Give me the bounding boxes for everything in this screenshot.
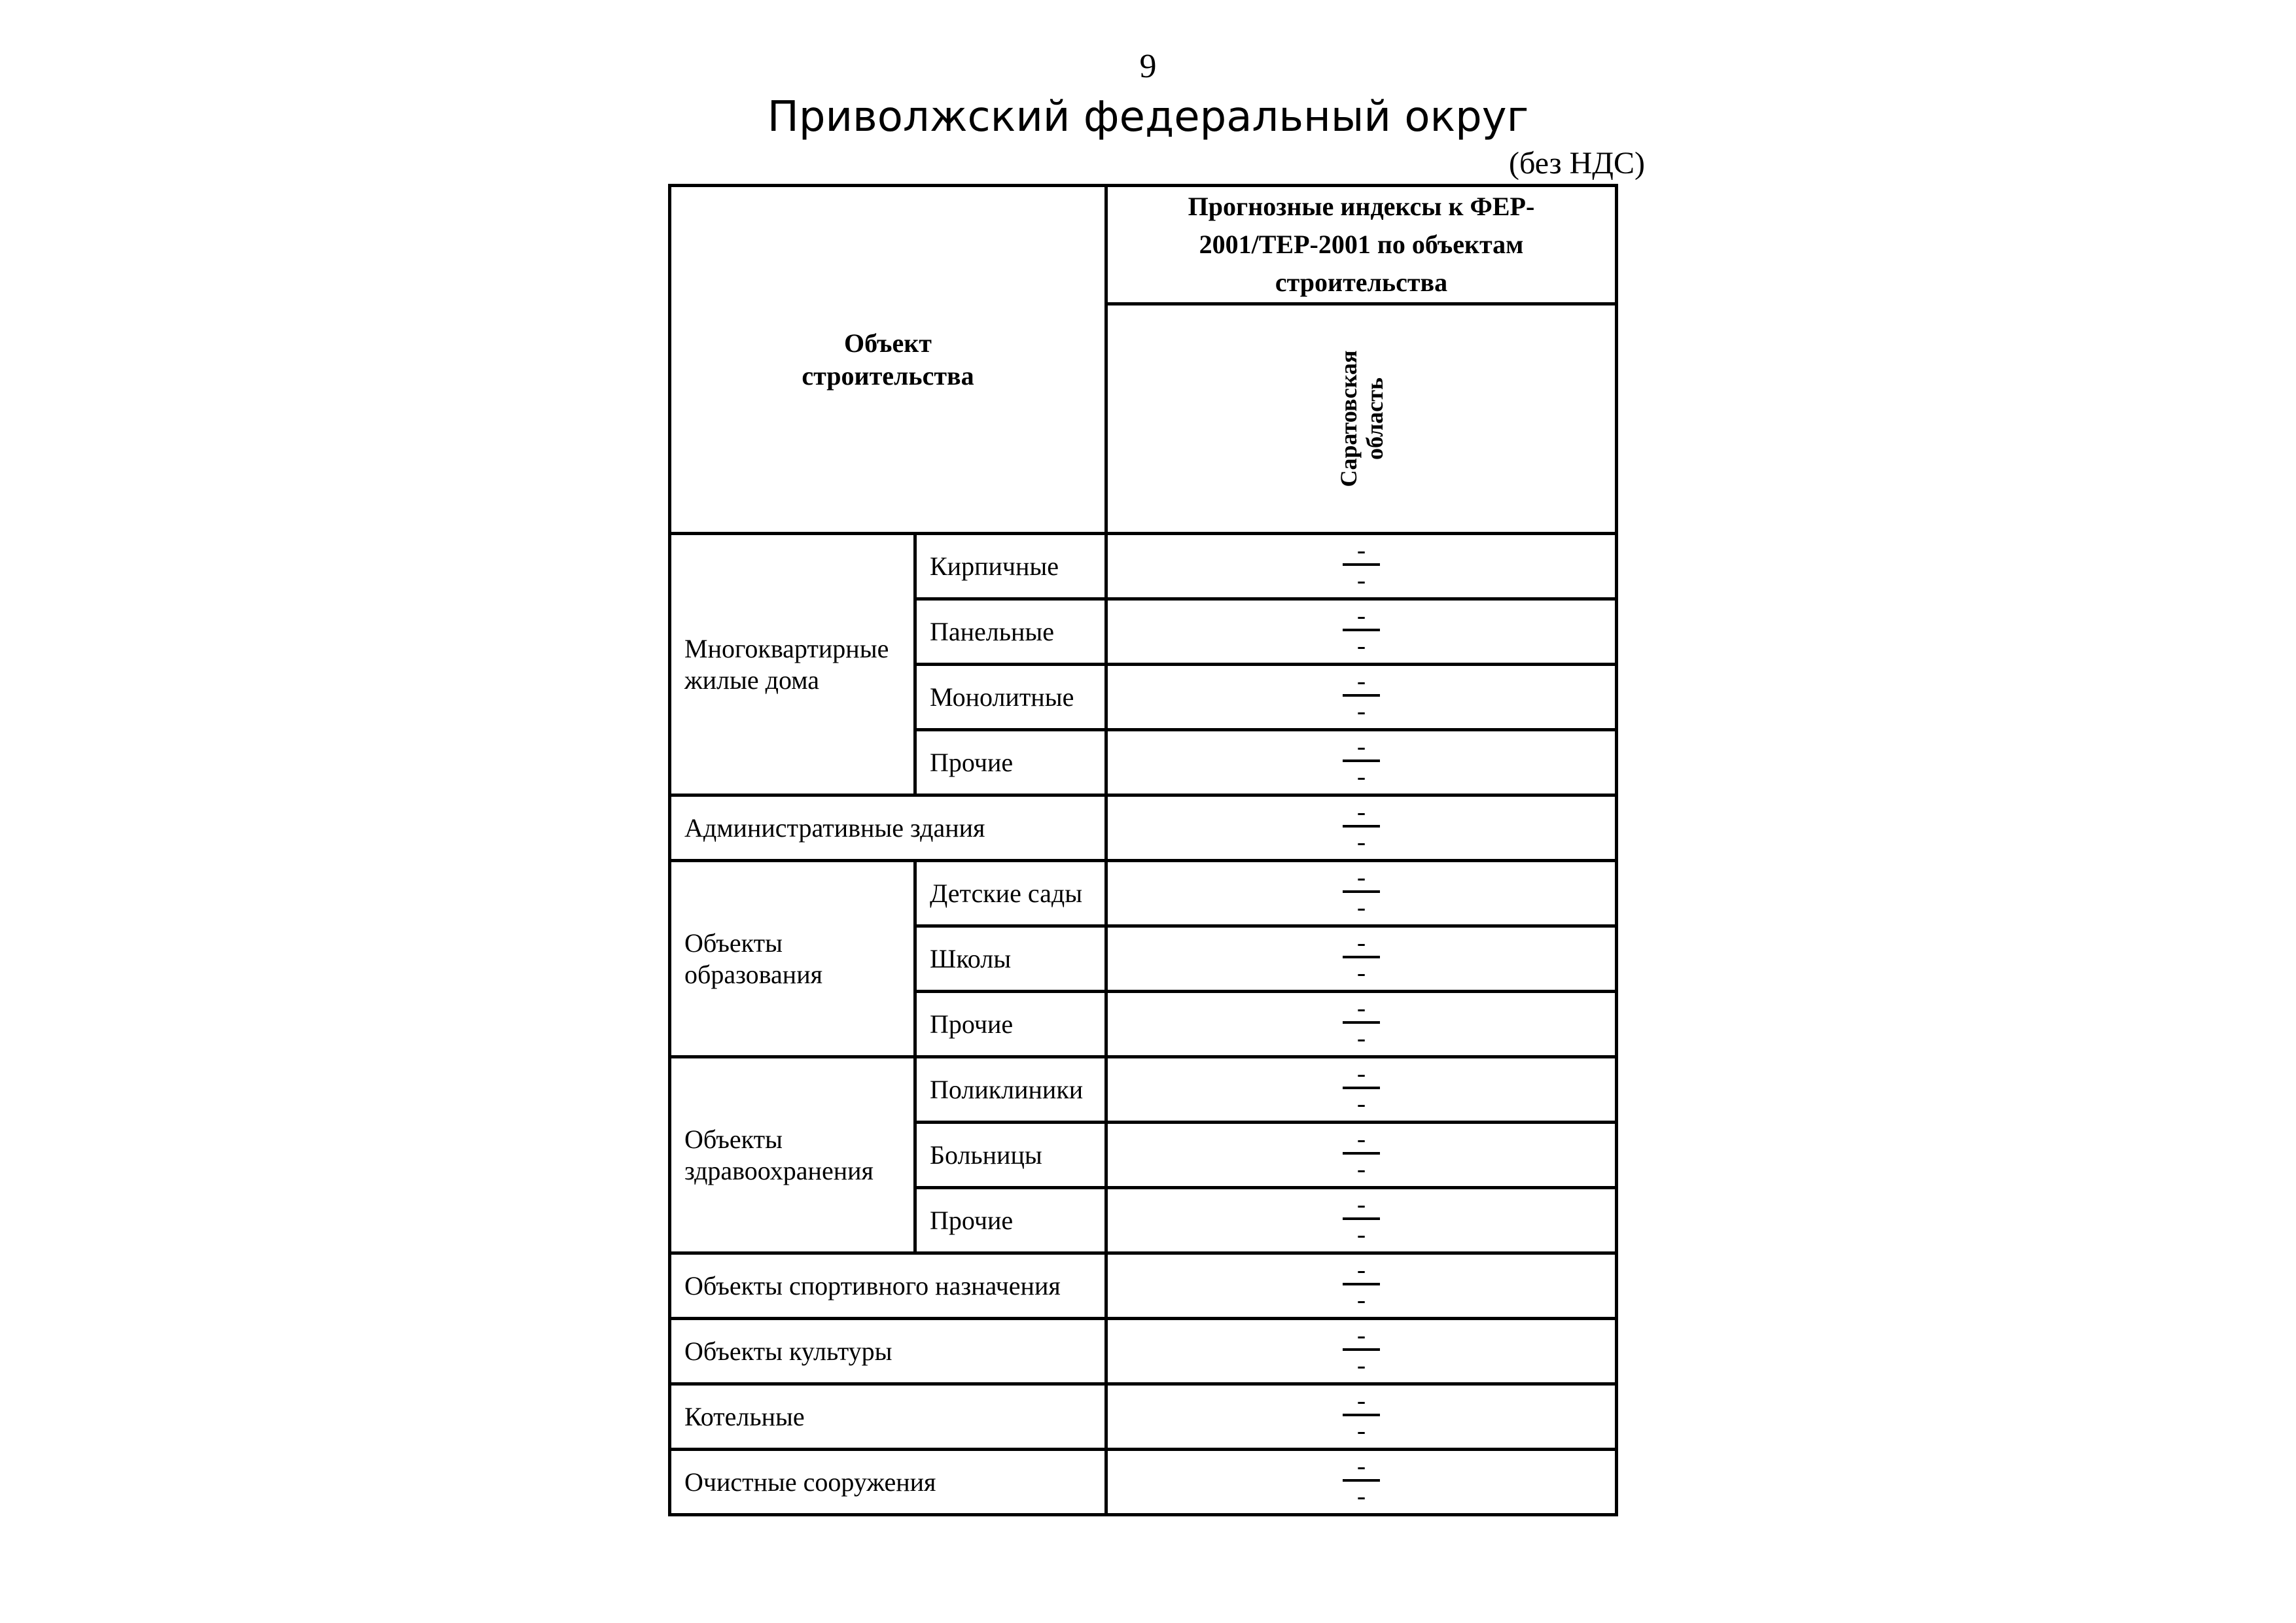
value-cell	[1106, 1123, 1617, 1188]
fraction-denominator: -	[1356, 696, 1366, 725]
fraction-value	[1343, 1126, 1380, 1183]
header-index-cell	[1106, 186, 1617, 304]
row-label-boiler: Котельные	[670, 1384, 1106, 1450]
forecast-index-table	[668, 184, 1618, 1516]
fraction-denominator: -	[1356, 1350, 1366, 1380]
row-label-sport: Объекты спортивного назначения	[670, 1253, 1106, 1319]
fraction-numerator: -	[1343, 668, 1380, 697]
header-index-line-1: Прогнозные индексы к ФЕР-	[1188, 192, 1535, 221]
value-cell	[1106, 599, 1617, 665]
page-title: Приволжский федеральный округ	[767, 93, 1529, 141]
fraction-denominator: -	[1356, 827, 1366, 856]
row-label-admin: Административные здания	[670, 795, 1106, 861]
region-line-1: Саратовская	[1335, 350, 1362, 487]
header-index-line-2: 2001/ТЕР-2001 по объектам	[1199, 230, 1524, 259]
fraction-denominator: -	[1356, 958, 1366, 987]
region-line-2: область	[1361, 377, 1388, 460]
header-object-line-1: Объект	[844, 328, 932, 358]
row-label: Школы	[915, 926, 1106, 992]
row-label: Детские сады	[915, 861, 1106, 926]
fraction-value	[1343, 1257, 1380, 1314]
fraction-numerator: -	[1343, 1453, 1380, 1482]
row-label-treatment: Очистные сооружения	[670, 1450, 1106, 1515]
row-label: Панельные	[915, 599, 1106, 665]
fraction-denominator: -	[1356, 631, 1366, 660]
fraction-denominator: -	[1356, 1416, 1366, 1445]
fraction-numerator: -	[1343, 1191, 1380, 1220]
fraction-value	[1343, 1322, 1380, 1380]
value-cell	[1106, 1188, 1617, 1253]
row-label: Прочие	[915, 992, 1106, 1057]
fraction-numerator: -	[1343, 537, 1380, 566]
fraction-denominator: -	[1356, 565, 1366, 595]
fraction-value	[1343, 1191, 1380, 1249]
header-region-cell	[1106, 304, 1617, 534]
fraction-value	[1343, 930, 1380, 987]
row-label: Поликлиники	[915, 1057, 1106, 1123]
value-cell	[1106, 1253, 1617, 1319]
row-label: Кирпичные	[915, 534, 1106, 599]
fraction-denominator: -	[1356, 1154, 1366, 1183]
fraction-denominator: -	[1356, 892, 1366, 922]
value-cell	[1106, 665, 1617, 730]
fraction-value	[1343, 864, 1380, 922]
group-health-line-2: здравоохранения	[684, 1155, 874, 1185]
group-education	[670, 861, 915, 1057]
row-label-culture: Объекты культуры	[670, 1319, 1106, 1384]
fraction-numerator: -	[1343, 1126, 1380, 1155]
header-index-line-3: строительства	[1275, 268, 1448, 297]
group-education-line-2: образования	[684, 959, 822, 989]
group-apartment	[670, 534, 915, 795]
fraction-denominator: -	[1356, 1023, 1366, 1053]
value-cell	[1106, 1319, 1617, 1384]
value-cell	[1106, 992, 1617, 1057]
fraction-numerator: -	[1343, 799, 1380, 828]
row-label: Монолитные	[915, 665, 1106, 730]
fraction-numerator: -	[1343, 733, 1380, 762]
fraction-numerator: -	[1343, 1322, 1380, 1351]
row-label: Прочие	[915, 730, 1106, 795]
fraction-numerator: -	[1343, 1060, 1380, 1089]
group-apartment-line-2: жилые дома	[684, 665, 820, 695]
fraction-value	[1343, 1060, 1380, 1118]
value-cell	[1106, 1057, 1617, 1123]
fraction-value	[1343, 799, 1380, 856]
value-cell	[1106, 926, 1617, 992]
row-label: Больницы	[915, 1123, 1106, 1188]
value-cell	[1106, 534, 1617, 599]
fraction-value	[1343, 995, 1380, 1053]
fraction-value	[1343, 537, 1380, 595]
group-apartment-line-1: Многоквартирные	[684, 633, 889, 663]
fraction-value	[1343, 1453, 1380, 1510]
fraction-numerator: -	[1343, 1387, 1380, 1416]
fraction-value	[1343, 668, 1380, 725]
group-health-line-1: Объекты	[684, 1124, 783, 1154]
fraction-denominator: -	[1356, 1285, 1366, 1314]
group-education-line-1: Объекты	[684, 928, 783, 958]
header-object-cell	[670, 186, 1106, 534]
row-label: Прочие	[915, 1188, 1106, 1253]
fraction-numerator: -	[1343, 864, 1380, 893]
group-health	[670, 1057, 915, 1253]
fraction-denominator: -	[1356, 1219, 1366, 1249]
value-cell	[1106, 730, 1617, 795]
fraction-denominator: -	[1356, 1089, 1366, 1118]
fraction-numerator: -	[1343, 1257, 1380, 1285]
fraction-value	[1343, 1387, 1380, 1445]
vat-note: (без НДС)	[1508, 146, 1645, 181]
fraction-denominator: -	[1356, 761, 1366, 791]
page-number: 9	[1139, 48, 1157, 85]
value-cell	[1106, 795, 1617, 861]
region-label-rotated	[1335, 351, 1388, 487]
fraction-numerator: -	[1343, 930, 1380, 958]
value-cell	[1106, 861, 1617, 926]
fraction-numerator: -	[1343, 602, 1380, 631]
header-object-line-2: строительства	[802, 360, 974, 391]
fraction-value	[1343, 733, 1380, 791]
fraction-denominator: -	[1356, 1481, 1366, 1510]
fraction-value	[1343, 602, 1380, 660]
fraction-numerator: -	[1343, 995, 1380, 1024]
value-cell	[1106, 1450, 1617, 1515]
value-cell	[1106, 1384, 1617, 1450]
